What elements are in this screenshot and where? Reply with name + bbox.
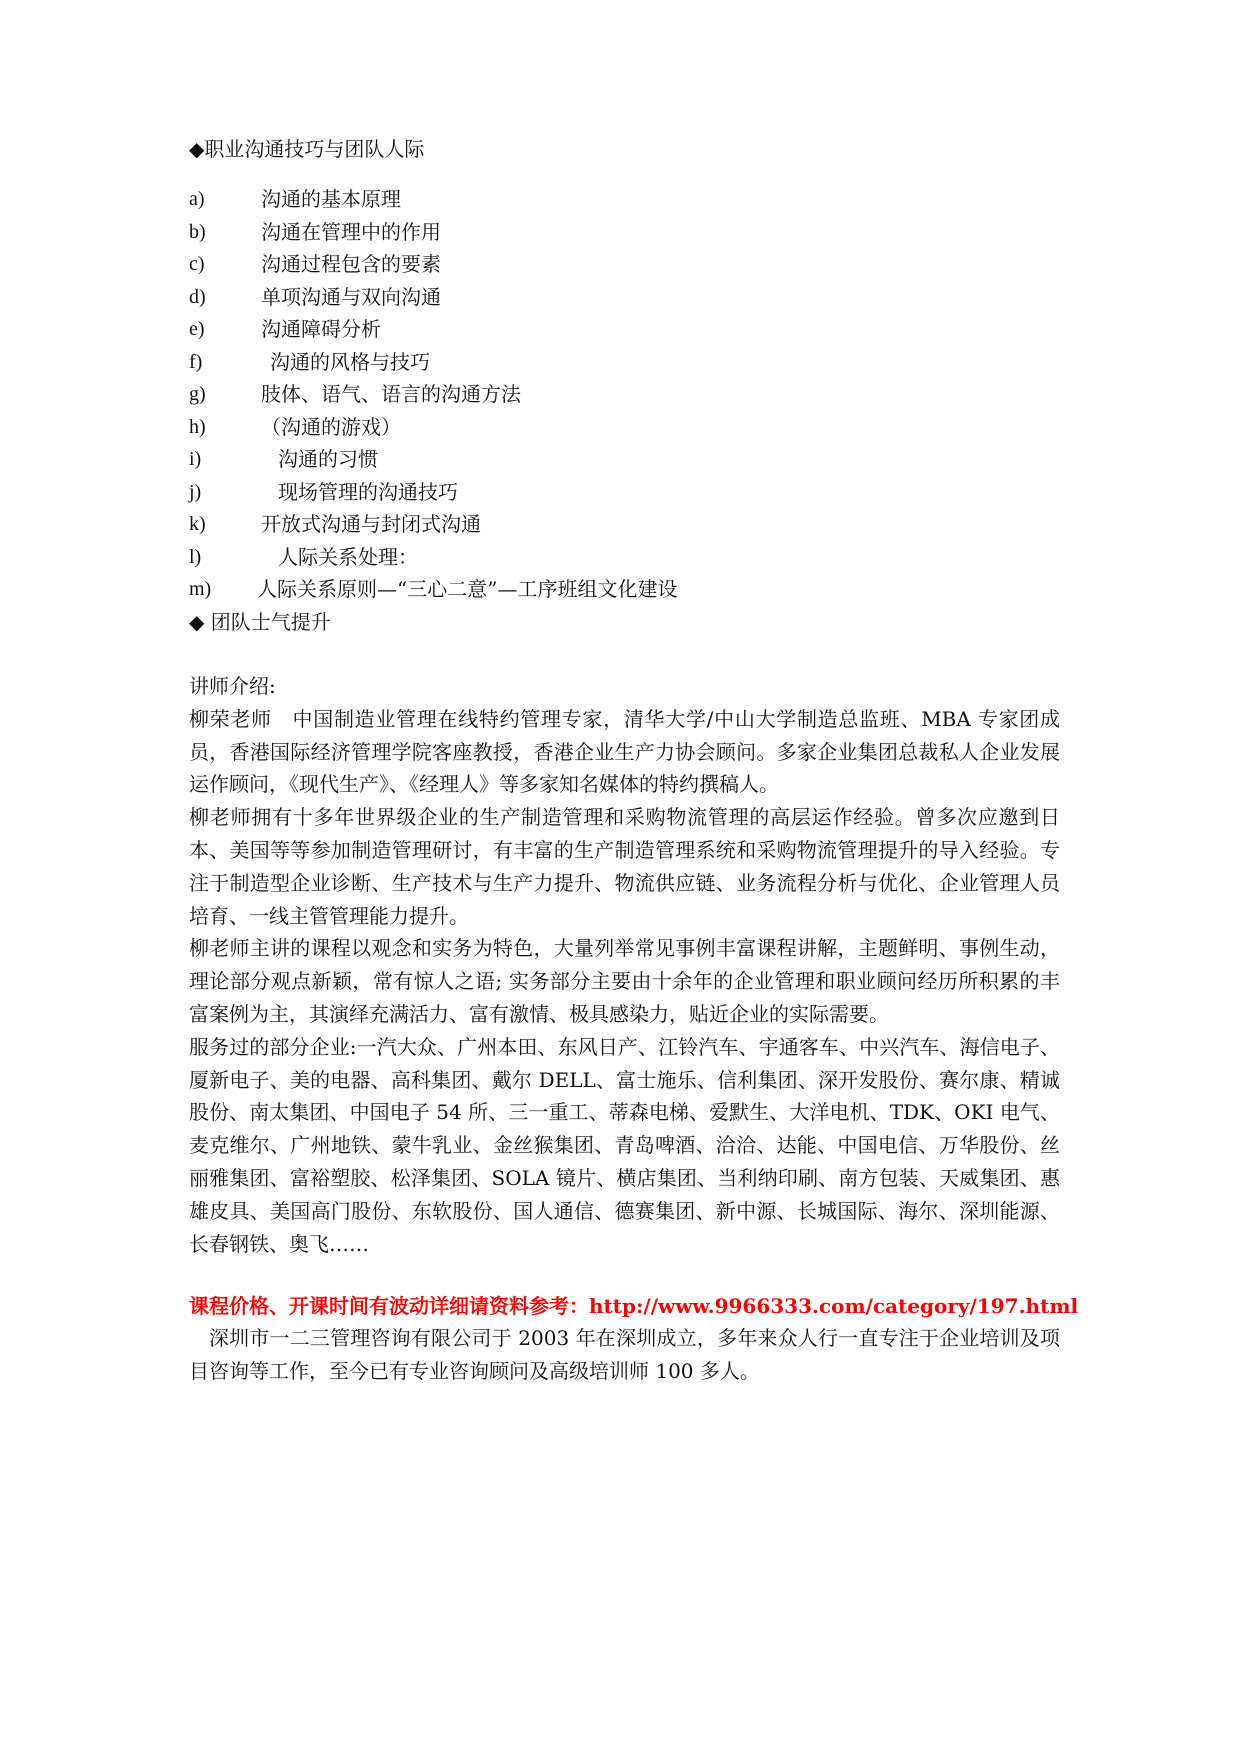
list-item-text: 沟通在管理中的作用 [261,219,441,244]
list-marker: k) [189,513,206,535]
list-marker: e) [189,318,205,340]
list-marker: f) [189,350,203,373]
list-item-text: 沟通障碍分析 [261,317,381,341]
list-marker: d) [189,285,206,308]
company-introduction: 深圳市一二三管理咨询有限公司于 2003 年在深圳成立，多年来众人行一直专注于企业培训及项目咨询等工作，至今已有专业咨询顾问及高级培训师 100 多人。 [189,1326,1060,1383]
list-marker: c) [189,253,205,275]
list-marker: g) [189,383,206,405]
client-list-paragraph: 服务过的部分企业:一汽大众、广州本田、东风日产、江铃汽车、宇通客车、中兴汽车、海信电子、厦新电子、美的电器、高科集团、戴尔 DELL、富士施乐、信利集团、深开发股份、赛尔康、精诚股份、南太集团、中国电子 54 所、三一重工、蒂森电梯、爱默生、大洋电机、TDK、OKI 电气、麦克维尔、广州地铁、蒙牛乳业、金丝猴集团、青岛啤酒、洽洽、达能、中国电信、万华股份、丝丽雅集团、富裕塑胶、松泽集团、SOLA 镜片、横店集团、当利纳印刷、南方包装、天威集团、惠雄皮具、美国高门股份、东软股份、国人通信、德赛集团、新中源、长城国际、海尔、深圳能源、长春钢铁、奥飞…… [189,1034,1060,1256]
price-reference-note: 课程价格、开课时间有波动详细请资料参考：http://www.9966333.com/category/197.html [189,1294,1079,1318]
instructor-heading: 讲师介绍: [189,674,276,698]
list-marker: m) [189,578,212,600]
list-item-text: 沟通的风格与技巧 [270,349,430,374]
list-item-text: 单项沟通与双向沟通 [261,284,441,309]
list-marker: a) [189,188,205,210]
list-marker: l) [189,545,202,568]
list-item-text: 沟通过程包含的要素 [261,252,441,276]
list-item-text: 肢体、语气、语言的沟通方法 [261,382,521,406]
section-title-communication: ◆职业沟通技巧与团队人际 [189,137,425,161]
list-item-text: （沟通的游戏） [261,414,401,439]
list-item-text: 沟通的习惯 [278,447,378,471]
list-marker: j) [189,480,202,503]
section-title-team-morale: ◆ 团队士气提升 [189,610,331,634]
list-item-text: 开放式沟通与封闭式沟通 [261,512,481,536]
list-item-text: 人际关系处理： [278,544,418,569]
instructor-paragraph: 柳老师主讲的课程以观念和实务为特色，大量列举常见事例丰富课程讲解，主题鲜明、事例生动，理论部分观点新颖，常有惊人之语; 实务部分主要由十余年的企业管理和职业顾问经历所积累的丰富案例为主，其演绎充满活力、富有激情、极具感染力，贴近企业的实际需要。 [189,936,1060,1026]
list-marker: i) [189,448,202,470]
instructor-paragraph: 柳荣老师 中国制造业管理在线特约管理专家，清华大学/中山大学制造总监班、MBA 专家团成员，香港国际经济管理学院客座教授，香港企业生产力协会顾问。多家企业集团总裁私人企业发展运作顾问，《现代生产》、《经理人》等多家知名媒体的特约撰稿人。 [189,706,1060,797]
list-item-text: 沟通的基本原理 [261,187,401,211]
list-marker: b) [189,220,206,243]
instructor-section [189,670,1060,1260]
list-item-text: 现场管理的沟通技巧 [278,479,458,504]
instructor-paragraph: 柳老师拥有十多年世界级企业的生产制造管理和采购物流管理的高层运作经验。曾多次应邀到日本、美国等等参加制造管理研讨，有丰富的生产制造管理系统和采购物流管理提升的导入经验。专注于制造型企业诊断、生产技术与生产力提升、物流供应链、业务流程分析与优化、企业管理人员培育、一线主管管理能力提升。 [189,805,1060,928]
list-item-text: 人际关系原则—“三心二意”—工序班组文化建设 [257,577,678,601]
list-marker: h) [189,415,206,438]
